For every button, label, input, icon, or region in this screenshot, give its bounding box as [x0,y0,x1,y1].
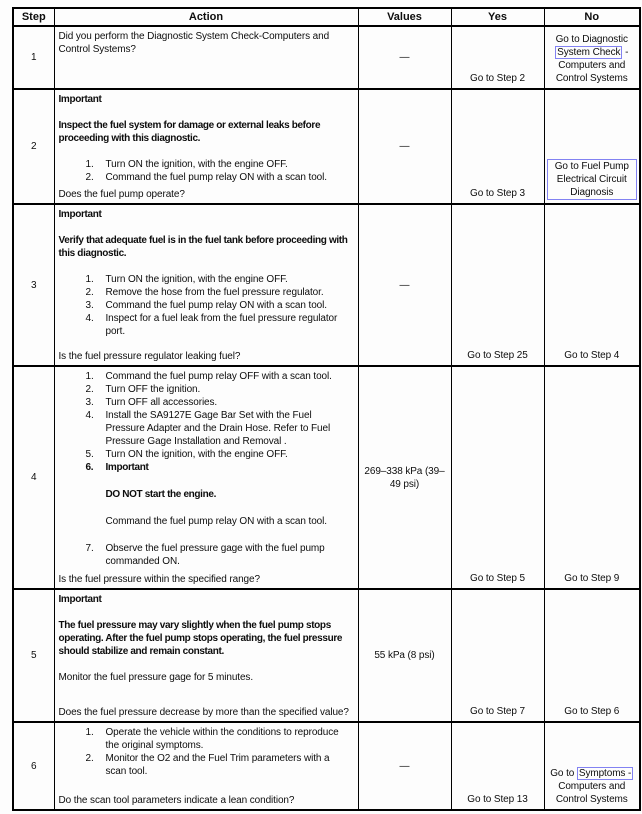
list-item-number: 7. [85,543,94,554]
table-row [13,204,640,366]
no-text-segment: Go to Diagnostic [555,34,628,45]
action-question: Does the fuel pump operate? [58,189,185,200]
list-item [59,542,353,568]
list-item-text [106,370,353,383]
no-text-segment: Computers and Control Systems [555,781,628,805]
list-item-text [106,409,353,448]
list-item-text [106,312,353,338]
yes-goto-text: Go to Step 25 [467,350,528,361]
no-goto-text [547,572,638,585]
no-text-segment: Go to Step 9 [564,573,620,584]
values-cell: 269–338 kPa (39–49 psi) [358,366,451,589]
list-item-text [106,383,353,396]
yes-cell [451,204,544,366]
no-text-segment: Go to Step 6 [564,706,620,717]
list-item-text [106,461,353,528]
list-item-number: 3. [85,300,94,311]
action-blocks [59,593,353,684]
list-item [59,409,353,448]
list-item-text [106,396,353,409]
list-item-main-text: Turn ON the ignition, with the engine OFF. [105,159,288,170]
yes-content [452,367,544,588]
yes-goto-text: Go to Step 3 [470,188,525,199]
list-item-text [106,299,353,312]
list-item [59,299,353,312]
table-row [13,26,640,89]
list-item [59,383,353,396]
doc-link[interactable]: System Check [557,47,621,58]
yes-goto-text: Go to Step 13 [467,794,528,805]
action-question: Is the fuel pressure within the specified range? [58,574,260,585]
no-content [545,367,640,588]
yes-cell [451,89,544,204]
list-item-text [106,726,353,752]
action-cell [54,89,358,204]
yes-content [452,590,544,721]
no-text-segment: Go to [550,768,577,779]
table-row [13,589,640,722]
list-item-main-text: Command the fuel pump relay ON with a scan tool. [105,300,327,311]
no-goto-text [547,159,638,200]
values-cell: — [358,89,451,204]
list-item-number: 1. [85,159,94,170]
action-cell [54,589,358,722]
no-content [545,27,640,88]
yes-goto-text: Go to Step 5 [470,573,525,584]
yes-goto-text: Go to Step 2 [470,73,525,84]
doc-link[interactable]: Symptoms - [578,768,632,779]
action-question: Does the fuel pressure decrease by more than the specified value? [58,707,349,718]
list-item-number: 1. [85,371,94,382]
action-numbered-list [59,158,353,184]
list-item-main-text: Observe the fuel pressure gage with the fuel pump commanded ON. [105,543,325,567]
list-item-number: 2. [85,753,94,764]
table-body [13,26,640,810]
list-item-main-text: Turn ON the ignition, with the engine OFF. [105,274,288,285]
no-cell [544,589,640,722]
action-blocks [59,208,353,338]
table-row [13,366,640,589]
column-header-action: Action [54,8,358,26]
action-text: Monitor the fuel pressure gage for 5 minutes. [58,672,253,683]
no-goto-text [547,705,638,718]
step-number: 1 [13,26,54,89]
no-cell [544,89,640,204]
list-item [59,396,353,409]
list-item-number: 4. [85,313,94,324]
action-content [55,367,358,588]
list-item-text [106,752,353,778]
values-cell: 55 kPa (8 psi) [358,589,451,722]
action-text: Did you perform the Diagnostic System Check-Computers and Control Systems? [58,31,330,55]
action-numbered-list [59,726,353,778]
no-content [545,90,640,203]
action-blocks [59,726,353,778]
list-item-number: 1. [85,274,94,285]
header-row [13,8,640,26]
list-item [59,158,353,171]
yes-content [452,90,544,203]
step-number: 3 [13,204,54,366]
list-item [59,726,353,752]
list-item-main-text: Turn OFF all accessories. [105,397,218,408]
action-numbered-list [59,370,353,568]
yes-content [452,27,544,88]
action-cell [54,366,358,589]
list-sub-text: Command the fuel pump relay ON with a scan tool. [105,516,327,527]
yes-content [452,723,544,809]
action-cell [54,26,358,89]
doc-link[interactable]: Go to Fuel Pump Electrical Circuit Diagnosis [547,159,638,200]
no-text-segment: Go to Step 4 [564,350,620,361]
action-important-text: The fuel pressure may vary slightly when the fuel pump stops operating. After the fuel pump stops operating, the fuel pressure should stabilize and remain constant. [58,620,343,657]
list-item [59,370,353,383]
action-question: Do the scan tool parameters indicate a lean condition? [58,795,295,806]
list-item-text [106,273,353,286]
table-row [13,89,640,204]
step-number: 2 [13,89,54,204]
list-item-text [106,448,353,461]
action-important-text: Verify that adequate fuel is in the fuel tank before proceeding with this diagnostic. [58,235,348,259]
step-number: 6 [13,722,54,810]
no-cell [544,204,640,366]
action-important-text: Important [58,209,102,220]
column-header-yes: Yes [451,8,544,26]
list-item-number: 5. [85,449,94,460]
column-header-no: No [544,8,640,26]
list-item-main-text: Turn ON the ignition, with the engine OFF. [105,449,288,460]
list-item-number: 2. [85,172,94,183]
list-item-text [106,171,353,184]
no-cell [544,26,640,89]
list-item [59,273,353,286]
list-item-main-text: Command the fuel pump relay ON with a scan tool. [105,172,327,183]
no-goto-text [547,33,638,85]
list-item-number: 4. [85,410,94,421]
list-item-number: 3. [85,397,94,408]
list-item-text [106,286,353,299]
values-cell: — [358,722,451,810]
no-content [545,590,640,721]
list-item [59,461,353,528]
table-row [13,722,640,810]
action-content [55,90,358,203]
action-content [55,27,358,88]
list-item-text [106,542,353,568]
action-blocks [59,93,353,184]
list-item-main-text: Install the SA9127E Gage Bar Set with the Fuel Pressure Adapter and the Drain Hose. Refer to Fuel Pressure Gage Installation and Removal . [105,410,331,447]
list-item [59,752,353,778]
diagnostic-table [12,7,641,811]
action-content [55,723,358,809]
action-blocks [59,30,353,56]
action-cell [54,204,358,366]
yes-cell [451,589,544,722]
list-item [59,448,353,461]
table-header [13,8,640,26]
action-question: Is the fuel pressure regulator leaking fuel? [58,351,241,362]
yes-cell [451,26,544,89]
list-item-main-text: Remove the hose from the fuel pressure regulator. [105,287,324,298]
column-header-values: Values [358,8,451,26]
list-item-number: 2. [85,287,94,298]
action-important-text: Inspect the fuel system for damage or external leaks before proceeding with this diagnostic. [58,120,321,144]
no-cell [544,366,640,589]
list-item [59,171,353,184]
action-cell [54,722,358,810]
yes-goto-text: Go to Step 7 [470,706,525,717]
no-text-segment: - Computers and Control Systems [555,47,629,84]
list-item [59,312,353,338]
list-item-main-text: Turn OFF the ignition. [105,384,201,395]
list-sub-important-text: DO NOT start the engine. [105,489,217,500]
no-content [545,205,640,365]
yes-cell [451,722,544,810]
action-important-text: Important [58,594,102,605]
list-item-main-text: Monitor the O2 and the Fuel Trim parameters with a scan tool. [105,753,330,777]
list-item-number: 6. [85,462,94,473]
list-item-text [106,158,353,171]
yes-cell [451,366,544,589]
column-header-step: Step [13,8,54,26]
list-item-main-text: Important [105,462,149,473]
no-goto-text [547,767,638,806]
values-cell: — [358,204,451,366]
list-item-main-text: Inspect for a fuel leak from the fuel pressure regulator port. [105,313,338,337]
list-item-number: 2. [85,384,94,395]
no-goto-text [547,349,638,362]
list-item-main-text: Operate the vehicle within the conditions to reproduce the original symptoms. [105,727,339,751]
step-number: 5 [13,589,54,722]
action-content [55,590,358,721]
no-cell [544,722,640,810]
action-numbered-list [59,273,353,338]
no-content [545,723,640,809]
list-item-main-text: Command the fuel pump relay OFF with a scan tool. [105,371,332,382]
action-blocks [59,370,353,568]
values-cell: — [358,26,451,89]
list-item-number: 1. [85,727,94,738]
list-item [59,286,353,299]
action-important-text: Important [58,94,102,105]
action-content [55,205,358,365]
yes-content [452,205,544,365]
step-number: 4 [13,366,54,589]
